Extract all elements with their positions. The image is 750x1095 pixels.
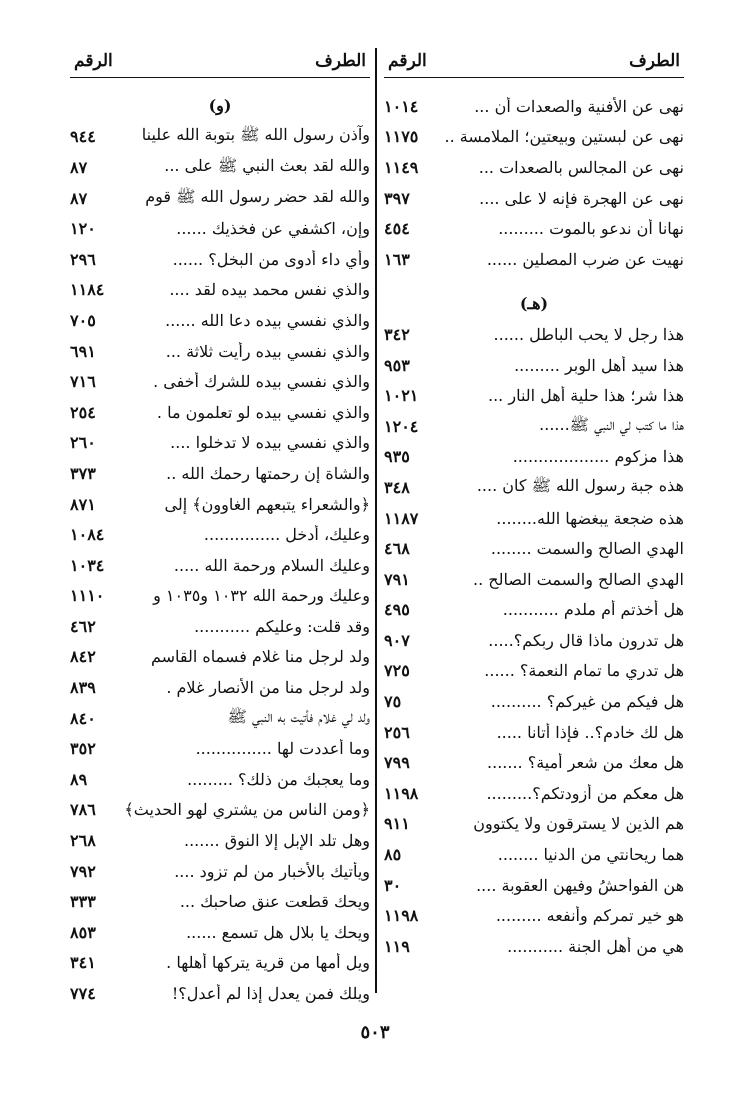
entry-number: ٨٥ (384, 845, 402, 865)
index-entry (70, 825, 370, 856)
index-entry (384, 319, 684, 350)
entry-text: ويحك يا بلال هل تسمع ...... (186, 922, 370, 942)
entry-number: ٨٧١ (70, 494, 96, 514)
index-entry (384, 717, 684, 748)
section-title: (هـ) (519, 293, 549, 313)
entry-text: هم الذين لا يسترقون ولا يكتوون (473, 814, 684, 834)
entry-number: ٤٦٨ (384, 539, 410, 559)
index-entry (384, 442, 684, 473)
index-entry (70, 733, 370, 764)
index-entry (70, 489, 370, 520)
entry-text: هذه ضجعة يبغضها الله........ (496, 508, 684, 528)
entry-text: هل أخذتم أم ملدم ........... (502, 600, 684, 620)
page-number: ٥٠٣ (360, 1022, 390, 1043)
entry-text: والله لقد بعث النبي ﷺ على ... (164, 155, 370, 175)
index-entry (384, 809, 684, 840)
index-entry (384, 244, 684, 275)
index-entry (384, 747, 684, 778)
entry-text: والذي نفس محمد بيده لقد .... (169, 280, 370, 300)
entry-text: ويل أمها من قرية يتركها أهلها . (166, 953, 370, 973)
entry-number: ٩٥٣ (384, 355, 410, 375)
index-entry (70, 275, 370, 306)
entry-text: هو خير تمركم وأنفعه ......... (495, 906, 684, 926)
entry-number: ٧٨٦ (70, 800, 96, 820)
entry-text: والله لقد حضر رسول الله ﷺ قوم (145, 186, 370, 206)
entry-number: ٣٤٨ (384, 477, 410, 497)
section-spacer (384, 275, 684, 289)
term-header: الطرف (629, 51, 680, 71)
entry-text: ولد لي غلام فأتيت به النبي ﷺ (227, 706, 370, 726)
index-entry (70, 519, 370, 550)
entry-number: ٦٩١ (70, 341, 96, 361)
entry-text: ولد لرجل منا من الأنصار غلام . (166, 678, 370, 698)
entry-text: هل فيكم من غيركم؟ .......... (490, 692, 684, 712)
index-entry (70, 795, 370, 826)
entry-text: والذي نفسي بيده لا تدخلوا .... (170, 433, 370, 453)
entry-number: ١١٩٨ (384, 783, 419, 803)
entry-text: نهى عن المجالس بالصعدات ... (478, 157, 684, 177)
entry-text: نهى عن الهجرة فإنه لا على .... (479, 188, 684, 208)
entry-number: ٩٤٤ (70, 127, 96, 147)
index-entry (384, 213, 684, 244)
entry-text: وعليك ورحمة الله ١٠٣٢ و١٠٣٥ و (153, 586, 370, 606)
entry-text: وقد قلت: وعليكم ........... (194, 616, 370, 636)
entry-text: هل تدرون ماذا قال ربكم؟..... (488, 630, 684, 650)
entry-number: ١٦٣ (384, 249, 410, 269)
entry-number: ٤٥٤ (384, 219, 410, 239)
index-entry (384, 595, 684, 626)
entry-text: والذي نفسي بيده للشرك أخفى . (153, 372, 370, 392)
entry-number: ٧٧٤ (70, 984, 96, 1004)
entry-number: ٢٦٨ (70, 831, 96, 851)
entry-text: والشاة إن رحمتها رحمك الله .. (166, 463, 370, 483)
index-entry (70, 305, 370, 336)
entry-text: وما أعددت لها ............... (195, 739, 370, 759)
entry-text: هذا شر؛ هذا حلية أهل النار ... (488, 386, 684, 406)
entry-number: ٣٤٢ (384, 324, 410, 344)
entry-text: وأي داء أدوى من البخل؟ ...... (172, 249, 370, 269)
index-entry (70, 152, 370, 183)
index-entry (384, 778, 684, 809)
entry-text: والذي نفسي بيده رأيت ثلاثة ... (165, 341, 370, 361)
right-rows (384, 91, 684, 962)
entry-number: ٤٦٢ (70, 616, 96, 636)
entry-number: ٧٩١ (384, 569, 410, 589)
index-entry (384, 625, 684, 656)
entry-number: ١٠٨٤ (70, 525, 105, 545)
index-entry (70, 183, 370, 214)
entry-number: ٢٥٦ (384, 722, 410, 742)
entry-number: ٤٩٥ (384, 600, 410, 620)
entry-text: نهى عن الأفنية والصعدات أن ... (474, 96, 684, 116)
index-entry (384, 91, 684, 122)
entry-number: ٨٧ (70, 157, 88, 177)
index-entry (70, 213, 370, 244)
entry-number: ١١٨٧ (384, 508, 419, 528)
index-entry (384, 380, 684, 411)
right-column (384, 40, 684, 962)
section-title: (و) (208, 96, 232, 115)
entry-number: ١٢٠٤ (384, 416, 419, 436)
entry-number: ٩١١ (384, 814, 410, 834)
index-entry (70, 366, 370, 397)
entry-number: ١٢٠ (70, 219, 96, 239)
entry-number: ١١٩٨ (384, 906, 419, 926)
entry-number: ٧٩٢ (70, 861, 96, 881)
entry-text: وعليك، أدخل ............... (203, 525, 370, 545)
entry-text: هذا رجل لا يحب الباطل ...... (493, 324, 684, 344)
index-entry (384, 472, 684, 503)
left-rows (70, 91, 370, 1009)
index-entry (70, 917, 370, 948)
entry-number: ٣٥٢ (70, 739, 96, 759)
entry-text: نهانا أن ندعو بالموت ......... (498, 219, 684, 239)
entry-text: هل تدري ما تمام النعمة؟ ...... (484, 661, 684, 681)
entry-text: والذي نفسي بيده لو تعلمون ما . (156, 402, 370, 422)
index-entry (384, 656, 684, 687)
entry-number: ٣٧٣ (70, 463, 96, 483)
index-entry (384, 350, 684, 381)
entry-text: هل معك من شعر أمية؟ ....... (487, 753, 684, 773)
index-entry (384, 533, 684, 564)
entry-number: ٧٥ (384, 692, 402, 712)
entry-number: ٧٢٥ (384, 661, 410, 681)
entry-number: ١١٤٩ (384, 157, 419, 177)
entry-text: هل معكم من أزودتكم؟......... (486, 783, 684, 803)
entry-text: وإن، اكشفي عن فخذيك ...... (176, 219, 370, 239)
index-entry (384, 839, 684, 870)
entry-number: ٣٣٣ (70, 892, 96, 912)
entry-number: ٩٠٧ (384, 630, 410, 650)
number-header: الرقم (388, 51, 427, 71)
entry-number: ٩٣٥ (384, 447, 410, 467)
index-entry (384, 183, 684, 214)
index-entry (70, 611, 370, 642)
index-entry (70, 642, 370, 673)
column-divider (375, 48, 377, 993)
entry-text: نهيت عن ضرب المصلين ...... (486, 249, 684, 269)
entry-text: وعليك السلام ورحمة الله ..... (173, 555, 370, 575)
entry-text: هذا مزكوم ................... (512, 447, 684, 467)
entry-number: ٢٦٠ (70, 433, 96, 453)
term-header: الطرف (315, 51, 366, 71)
entry-number: ١١٨٤ (70, 280, 105, 300)
entry-text: ويلك فمن يعدل إذا لم أعدل؟! (171, 984, 370, 1004)
entry-number: ٧٠٥ (70, 310, 96, 330)
index-entry (70, 336, 370, 367)
index-entry (70, 672, 370, 703)
entry-text: هذا سيد أهل الوبر ......... (514, 355, 684, 375)
index-entry (70, 978, 370, 1009)
index-entry (70, 458, 370, 489)
entry-text: هذه جبة رسول الله ﷺ كان .... (476, 475, 684, 495)
index-entry (384, 411, 684, 442)
index-entry (384, 900, 684, 931)
index-entry (384, 931, 684, 962)
index-entry (70, 550, 370, 581)
entry-number: ١١١٠ (70, 586, 105, 606)
entry-text: وهل تلد الإبل إلا النوق ....... (184, 831, 370, 851)
index-entry (70, 122, 370, 153)
entry-text: ويحك قطعت عنق صاحبك ... (179, 892, 370, 912)
entry-text: نهى عن لبستين وبيعتين؛ الملامسة .. (444, 127, 684, 147)
entry-number: ٨٤٢ (70, 647, 96, 667)
index-entry (70, 244, 370, 275)
index-entry (70, 397, 370, 428)
entry-text: ﴿ومن الناس من يشتري لهو الحديث﴾ (124, 800, 370, 820)
left-column (70, 40, 370, 1009)
index-entry (384, 152, 684, 183)
right-column-header (384, 40, 684, 78)
index-entry (70, 764, 370, 795)
entry-text: وآذن رسول الله ﷺ بتوبة الله علينا (141, 125, 370, 145)
entry-number: ٨٤٠ (70, 708, 96, 728)
entry-text: الهدي الصالح والسمت الصالح .. (473, 569, 684, 589)
entry-number: ٣٤١ (70, 953, 96, 973)
entry-text: هل لك خادم؟.. فإذا أتانا ..... (496, 722, 684, 742)
entry-number: ٣٠ (384, 875, 402, 895)
index-entry (70, 948, 370, 979)
entry-text: والذي نفسي بيده دعا الله ...... (165, 310, 370, 330)
entry-text: ويأتيك بالأخبار من لم تزود .... (174, 861, 370, 881)
entry-number: ١١٩ (384, 936, 410, 956)
entry-text: ولد لرجل منا غلام فسماه القاسم (150, 647, 370, 667)
entry-number: ٨٧ (70, 188, 88, 208)
index-entry (70, 428, 370, 459)
index-entry (384, 122, 684, 153)
index-entry (70, 581, 370, 612)
entry-text: هي من أهل الجنة ........... (507, 936, 684, 956)
index-entry (70, 856, 370, 887)
index-entry (70, 703, 370, 734)
entry-number: ٣٩٧ (384, 188, 410, 208)
entry-number: ٢٥٤ (70, 402, 96, 422)
index-entry (384, 870, 684, 901)
index-entry (70, 886, 370, 917)
entry-text: الهدي الصالح والسمت ........ (490, 539, 684, 559)
entry-number: ٢٩٦ (70, 249, 96, 269)
entry-number: ٨٩ (70, 769, 88, 789)
entry-text: وما يعجبك من ذلك؟ ......... (187, 769, 370, 789)
entry-number: ١٠١٤ (384, 96, 419, 116)
index-entry (384, 686, 684, 717)
index-entry (384, 564, 684, 595)
entry-text: هن الفواحشُ وفيهن العقوبة .... (476, 875, 684, 895)
entry-number: ٧١٦ (70, 372, 96, 392)
entry-text: هما ريحانتي من الدنيا ........ (497, 845, 684, 865)
entry-text: ﴿والشعراء يتبعهم الغاوون﴾ إلى (164, 494, 370, 514)
left-column-header (70, 40, 370, 78)
entry-text: هذا ما كتب لي النبي ﷺ...... (539, 414, 684, 434)
entry-number: ١٠٢١ (384, 386, 419, 406)
entry-number: ٨٥٣ (70, 922, 96, 942)
number-header: الرقم (74, 51, 113, 71)
index-entry (384, 503, 684, 534)
entry-number: ٨٣٩ (70, 678, 96, 698)
entry-number: ١١٧٥ (384, 127, 419, 147)
entry-number: ٧٩٩ (384, 753, 410, 773)
entry-number: ١٠٣٤ (70, 555, 105, 575)
